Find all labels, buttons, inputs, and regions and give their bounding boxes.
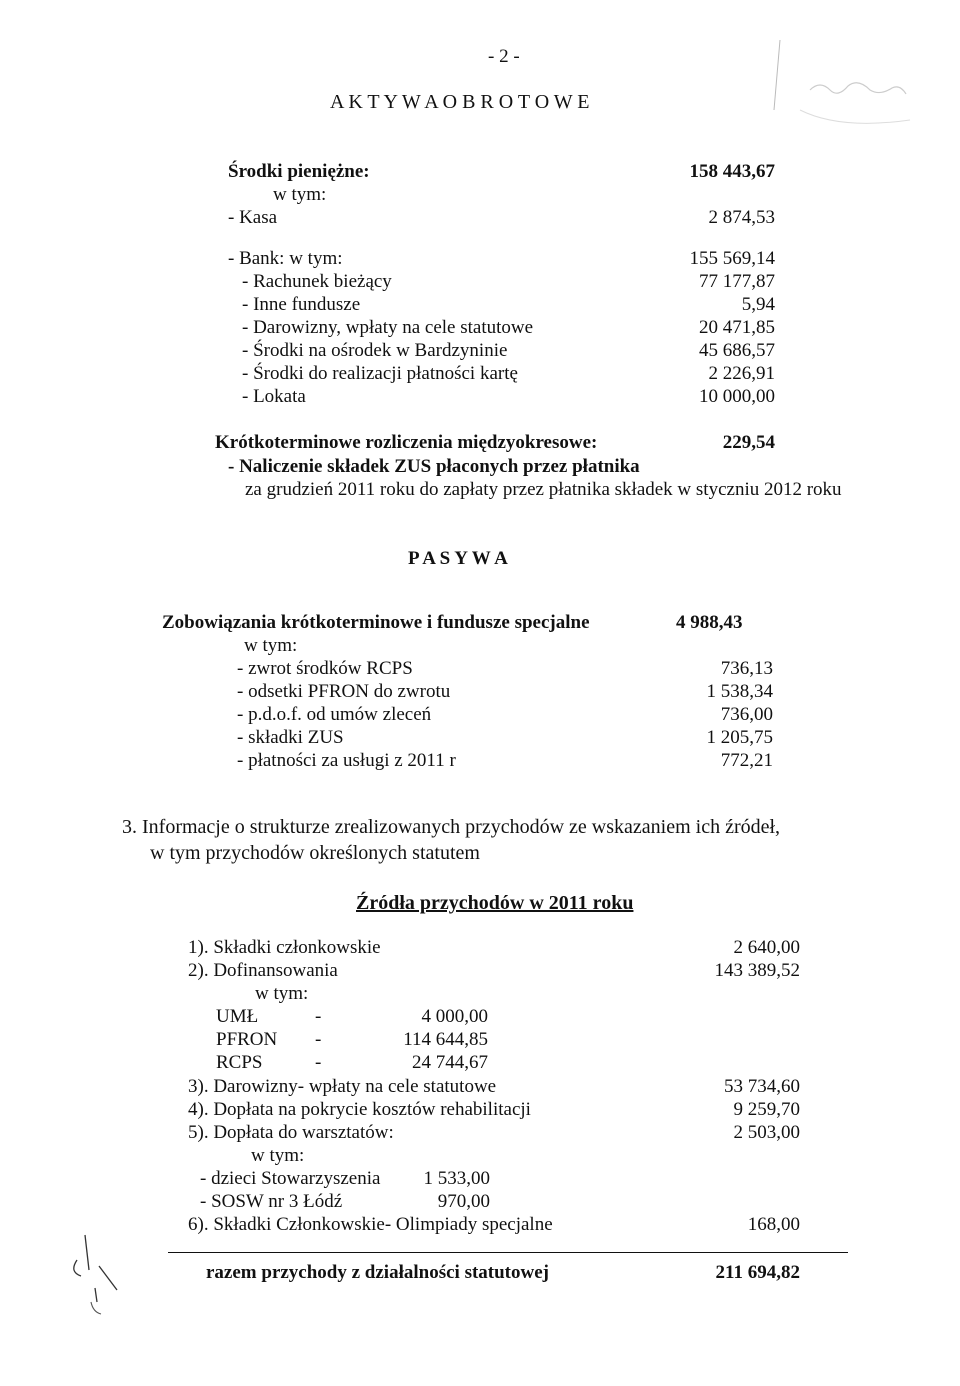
bank-item-value: 45 686,57 — [699, 340, 775, 361]
page-number: - 2 - — [488, 46, 520, 67]
bank-item-label: - Inne fundusze — [242, 294, 361, 315]
liabilities-label: Zobowiązania krótkoterminowe i fundusze specjalne — [162, 612, 590, 633]
liability-item-label: - odsetki PFRON do zwrotu — [237, 681, 451, 702]
workshop-value: 1 533,00 — [423, 1168, 490, 1189]
liabilities-heading: P A S Y W A — [408, 548, 508, 569]
handwriting-marks-bottom — [55, 1230, 135, 1330]
accruals-detail-2: za grudzień 2011 roku do zapłaty przez płatnika składek w styczniu 2012 roku — [245, 479, 842, 500]
kasa-label: - Kasa — [228, 207, 278, 228]
income-w-tym: w tym: — [251, 1145, 305, 1166]
assets-heading: A K T Y W A O B R O T O W E — [330, 91, 590, 113]
section3-line2: w tym przychodów określonych statutem — [150, 842, 480, 864]
bank-item-value: 20 471,85 — [699, 317, 775, 338]
kasa-value: 2 874,53 — [708, 207, 775, 228]
total-divider — [168, 1252, 848, 1253]
bank-item-value: 10 000,00 — [699, 386, 775, 407]
accruals-detail-1: - Naliczenie składek ZUS płaconych przez płatnika — [228, 456, 640, 477]
cash-total: 158 443,67 — [689, 161, 775, 182]
income-row-value: 2 503,00 — [733, 1122, 800, 1143]
bank-item-label: - Rachunek bieżący — [242, 271, 392, 292]
subsidy-dash: - — [315, 1006, 322, 1027]
total-value: 211 694,82 — [715, 1262, 800, 1283]
income-row-value: 143 389,52 — [714, 960, 800, 981]
accruals-value: 229,54 — [722, 432, 775, 453]
cash-label: Środki pieniężne: — [228, 161, 370, 182]
subsidy-dash: - — [315, 1052, 322, 1073]
liability-item-value: 772,21 — [720, 750, 773, 771]
income-row-value: 9 259,70 — [733, 1099, 800, 1120]
handwriting-marks-top — [760, 30, 960, 140]
income-row-label: 6). Składki Członkowskie- Olimpiady specjalne — [188, 1214, 553, 1235]
liability-item-label: - płatności za usługi z 2011 r — [237, 750, 456, 771]
income-row-label: 5). Dopłata do warsztatów: — [188, 1122, 394, 1143]
bank-item-label: - Lokata — [242, 386, 306, 407]
income-row-label: 1). Składki członkowskie — [188, 937, 381, 958]
subsidy-dash: - — [315, 1029, 322, 1050]
liability-item-value: 1 205,75 — [706, 727, 773, 748]
liabilities-w-tym: w tym: — [244, 635, 298, 656]
subsidy-name: PFRON — [216, 1029, 278, 1050]
subsidy-name: UMŁ — [216, 1006, 259, 1027]
liability-item-value: 1 538,34 — [706, 681, 773, 702]
income-row-label: 3). Darowizny- wpłaty na cele statutowe — [188, 1076, 497, 1097]
bank-value: 155 569,14 — [689, 248, 775, 269]
income-sources-title: Źródła przychodów w 2011 roku — [356, 892, 634, 914]
workshop-value: 970,00 — [437, 1191, 490, 1212]
bank-label: - Bank: w tym: — [228, 248, 343, 269]
section3-line1: 3. Informacje o strukturze zrealizowanych przychodów ze wskazaniem ich źródeł, — [122, 816, 781, 838]
income-row-label: 4). Dopłata na pokrycie kosztów rehabilitacji — [188, 1099, 531, 1120]
liability-item-value: 736,13 — [720, 658, 773, 679]
subsidy-name: RCPS — [216, 1052, 263, 1073]
income-row-value: 53 734,60 — [724, 1076, 800, 1097]
bank-item-label: - Środki na ośrodek w Bardzyninie — [242, 340, 508, 361]
liability-item-label: - p.d.o.f. od umów zleceń — [237, 704, 432, 725]
bank-item-label: - Środki do realizacji płatności kartę — [242, 363, 518, 384]
liability-item-label: - zwrot środków RCPS — [237, 658, 413, 679]
workshop-name: - dzieci Stowarzyszenia — [200, 1168, 381, 1189]
income-row-value: 2 640,00 — [733, 937, 800, 958]
workshop-name: - SOSW nr 3 Łódź — [200, 1191, 343, 1212]
bank-item-value: 77 177,87 — [699, 271, 775, 292]
liabilities-total: 4 988,43 — [676, 612, 743, 633]
bank-item-value: 5,94 — [741, 294, 775, 315]
liability-item-label: - składki ZUS — [237, 727, 344, 748]
w-tym-label: w tym: — [273, 184, 327, 205]
income-row-label: 2). Dofinansowania — [188, 960, 338, 981]
subsidy-value: 4 000,00 — [421, 1006, 488, 1027]
bank-item-value: 2 226,91 — [708, 363, 775, 384]
liability-item-value: 736,00 — [720, 704, 773, 725]
income-row-value: 168,00 — [747, 1214, 800, 1235]
income-w-tym: w tym: — [255, 983, 309, 1004]
total-label: razem przychody z działalności statutowej — [206, 1262, 549, 1283]
bank-item-label: - Darowizny, wpłaty na cele statutowe — [242, 317, 534, 338]
subsidy-value: 24 744,67 — [412, 1052, 488, 1073]
subsidy-value: 114 644,85 — [403, 1029, 488, 1050]
accruals-label: Krótkoterminowe rozliczenia międzyokresowe: — [215, 432, 598, 453]
